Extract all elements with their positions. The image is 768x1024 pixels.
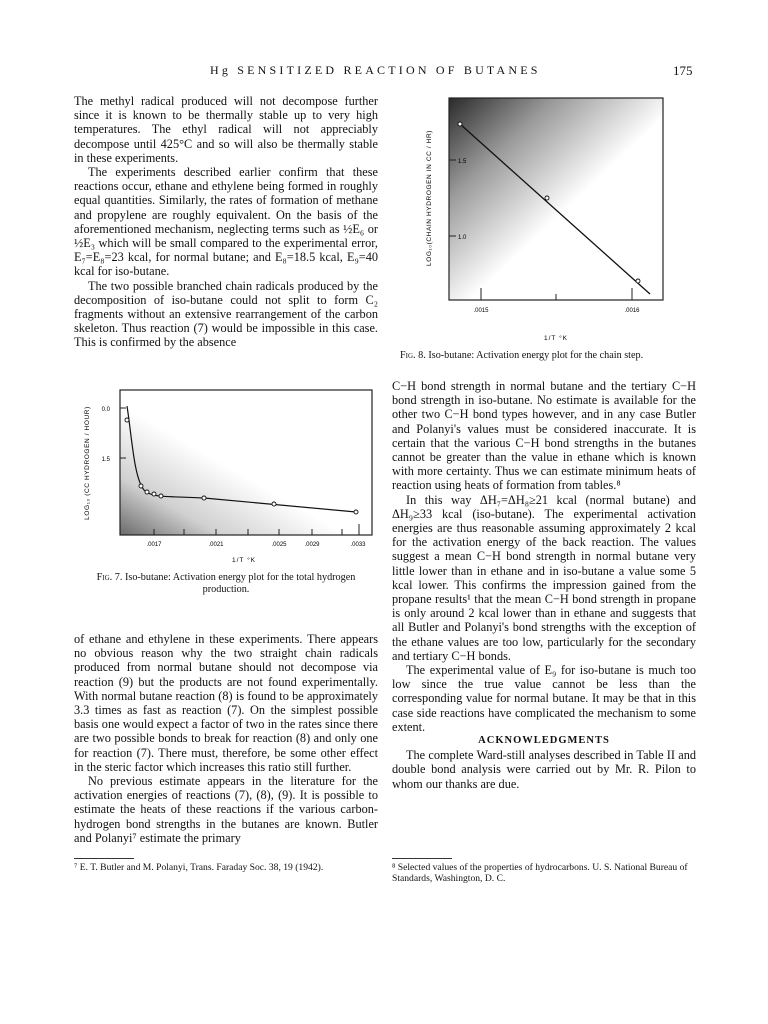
figure-7-caption xyxy=(84,572,368,596)
data-point xyxy=(152,492,156,496)
footnote-rule xyxy=(74,858,134,859)
y-tick-label: 1.0 xyxy=(101,534,110,540)
page-number: 175 xyxy=(673,63,693,78)
data-point xyxy=(354,510,358,514)
x-axis-label: 1/T °K xyxy=(543,335,569,342)
caption-text: Iso-butane: Activation energy plot for the chain step. xyxy=(428,350,644,361)
figure-7 xyxy=(74,388,384,588)
y-axis-label: LOG₁₀(CHAIN HYDROGEN IN CC / HR) xyxy=(426,129,433,267)
footnote-7: ⁷ E. T. Butler and M. Polanyi, Trans. Faraday Soc. 38, 19 (1942). xyxy=(74,862,324,873)
paragraph: of ethane and ethylene in these experiments. There appears no obvious reason why the two straight chain radicals produced from normal butane should not decompose via reaction (9) but the products are not found experimentally. With normal butane reaction (8) is found to be approximately 3.3 times as fast as reaction (7). On the simplest possible basis one would expect a factor of two in the rates since there are two possible bonds to break for reaction (8) and only one for reaction (7). There must, therefore, be some other effect in the steric factor which increases this ratio still further. xyxy=(74,632,378,774)
column-2-text xyxy=(392,379,696,791)
data-point xyxy=(545,196,549,200)
caption-label: Fig. 7. xyxy=(96,572,123,583)
paragraph: No previous estimate appears in the literature for the activation energies of reactions (7), (8), (9). It is possible to estimate the heats of these reactions if the various carbon-hydrogen bond strengths in the butanes are known. Butler and Polanyi⁷ estimate the primary xyxy=(74,774,378,845)
paragraph: C−H bond strength in normal butane and the tertiary C−H bond strength in iso-butane. No estimate is available for the other two C−H bond types however, and in any case Butler and Polanyi's values must be considered inaccurate. It is certain that the various C−H bond strengths in the butanes cannot be greater than the value in ethane which is known with more certainty. Thus we can estimate minimum heats of reaction using heats of formation from tables.⁸ xyxy=(392,379,696,493)
caption-text: Iso-butane: Activation energy plot for the total hydrogen production. xyxy=(124,572,356,595)
x-tick-label: .0033 xyxy=(350,542,366,548)
paragraph: The methyl radical produced will not decompose further since it is known to be thermally stable up to very high temperatures. The ethyl radical will not appreciably decompose until 425°C and so will also be thermally stable in these experiments. xyxy=(74,94,378,165)
plot-frame xyxy=(120,390,372,535)
x-axis-label: 1/T °K xyxy=(231,557,257,564)
data-point xyxy=(125,418,129,422)
data-point xyxy=(145,490,149,494)
data-point xyxy=(139,484,143,488)
paragraph: The experiments described earlier confirm that these reactions occur, ethane and ethylene being formed in roughly equal quantities. Similarly, the rates of formation of methane and propylene are roughly equivalent. On the basis of the aforementioned mechanism, neglecting terms such as ½E₆ or ½E₃ which will be small compared to the experimental error, E₇=E₈=23 kcal, for normal butane; and E₈=18.5 kcal, E₉=40 kcal for iso-butane. xyxy=(74,165,378,279)
paragraph: The complete Ward-still analyses described in Table II and double bond analysis were carried out by Mr. R. Pilon to whom our thanks are due. xyxy=(392,748,696,791)
x-tick-label: .0016 xyxy=(624,308,640,314)
data-point xyxy=(202,496,206,500)
column-1-top-text xyxy=(74,94,378,350)
footnote-rule xyxy=(392,858,452,859)
y-tick-label: 1.5 xyxy=(458,159,467,165)
y-axis-label: LOG₁₀ (CC HYDROGEN / HOUR) xyxy=(84,406,91,520)
y-tick-label: 0.0 xyxy=(101,407,110,413)
page-header xyxy=(0,63,768,83)
x-tick-label: .0025 xyxy=(271,542,287,548)
x-tick-label: .0029 xyxy=(304,542,320,548)
footnote-8: ⁸ Selected values of the properties of hydrocarbons. U. S. National Bureau of Standards, Washington, D. C. xyxy=(392,862,688,884)
caption-label: Fig. 8. xyxy=(400,350,426,361)
x-tick-label: .0015 xyxy=(473,308,489,314)
data-point xyxy=(272,502,276,506)
x-tick-label: .0021 xyxy=(208,542,224,548)
paragraph: In this way ΔH₇=ΔH₈≥21 kcal (normal butane) and ΔH₉≥33 kcal (iso-butane). The experimental activation energies are thus reasonable assuming approximately 2 kcal for the activation energy of the back reaction. The values suggest a mean C−H bond strength in normal butane very little lower than in ethane and in iso-butane a value some 5 kcal lower. This confirms the impression gained from the propane results¹ that the mean C−H bond strength in propane is only around 2 kcal lower than in ethane and suggests that all Butler and Polanyi's bond strengths with the exception of the ethane values are too low, particularly for the secondary and tertiary C−H bonds. xyxy=(392,492,696,663)
paragraph: The experimental value of E₉ for iso-butane is much too low since the true value cannot be less than the corresponding value for normal butane. It may be that in this case side reactions have complicated the mechanism to some extent. xyxy=(392,663,696,734)
y-tick-label: 1.5 xyxy=(101,457,110,463)
plot-frame xyxy=(449,98,663,300)
data-point xyxy=(636,279,640,283)
data-point xyxy=(458,122,462,126)
figure-8-caption xyxy=(400,350,700,362)
y-tick-label: 1.0 xyxy=(458,235,467,241)
figure-8 xyxy=(416,88,672,353)
paragraph: The two possible branched chain radicals produced by the decomposition of iso-butane could not split to form C₂ fragments without an extensive rearrangement of the carbon skeleton. Thus reaction (7) would be impossible in this case. This is confirmed by the absence xyxy=(74,278,378,350)
acknowledgments-heading: ACKNOWLEDGMENTS xyxy=(478,735,610,747)
data-point xyxy=(159,494,163,498)
x-tick-label: .0017 xyxy=(146,542,162,548)
running-title: Hg SENSITIZED REACTION OF BUTANES xyxy=(210,63,541,77)
column-1-bottom-text xyxy=(74,632,378,845)
